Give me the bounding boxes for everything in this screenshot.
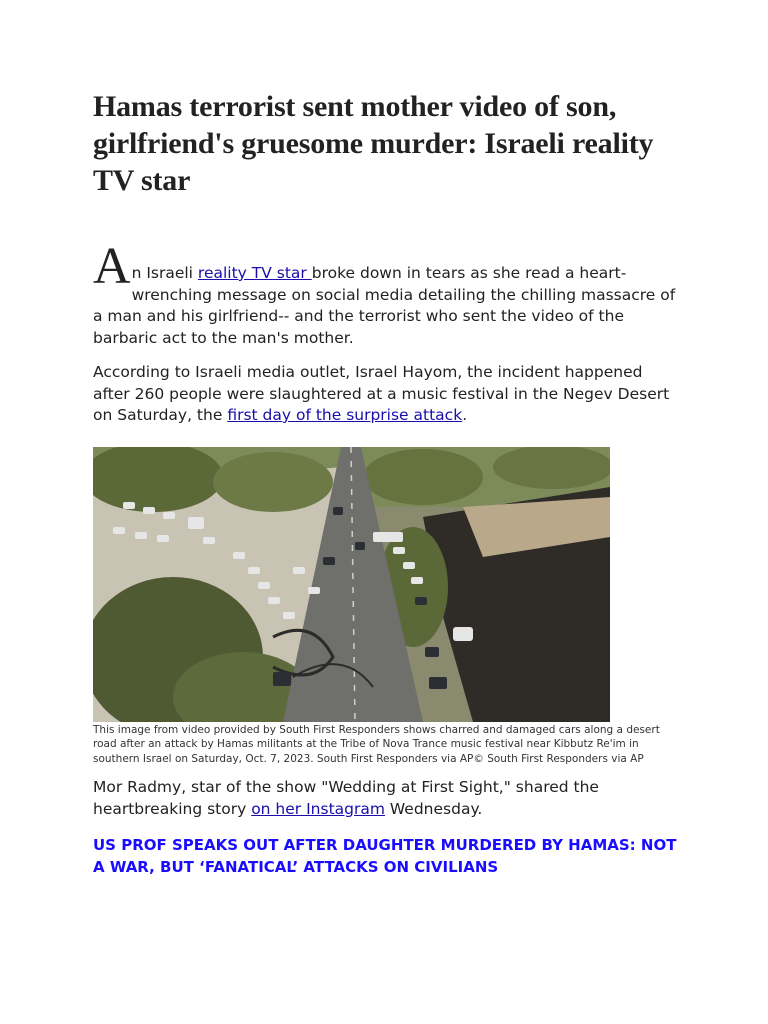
headline: Hamas terrorist sent mother video of son, girlfriend's gruesome murder: Israeli reality TV star xyxy=(93,90,654,197)
aerial-photo xyxy=(93,447,610,722)
lead-text-end: broke down in tears as she read a heart-wrenching message on social media detailing the chilling massacre of a man and his girlfriend-- and the terrorist who sent the video of the barbaric act to the man's mother. xyxy=(93,264,676,347)
lead-text xyxy=(93,238,678,349)
paragraph-2-end: . xyxy=(462,406,468,424)
instagram-link[interactable]: on her Instagram xyxy=(251,799,385,818)
paragraph-2 xyxy=(93,362,678,427)
drop-cap: A xyxy=(93,238,131,295)
related-article-link[interactable]: US PROF SPEAKS OUT AFTER DAUGHTER MURDERED BY HAMAS: NOT A WAR, BUT ‘FANATICAL’ ATTACKS ON CIVILIANS xyxy=(93,836,677,876)
lead-paragraph xyxy=(93,238,678,349)
article-figure xyxy=(93,447,660,767)
paragraph-2-text: According to Israeli media outlet, Israel Hayom, the incident happened after 260 people were slaughtered at a music festival in the Negev Desert on Saturday, the xyxy=(93,363,670,424)
paragraph-3 xyxy=(93,777,678,820)
reality-tv-star-link[interactable]: reality TV star xyxy=(197,264,312,282)
paragraph-3-text: Mor Radmy, star of the show "Wedding at First Sight," shared the heartbreaking story xyxy=(93,778,599,818)
first-day-attack-link[interactable]: first day of the surprise attack xyxy=(227,406,463,424)
figure-caption: This image from video provided by South First Responders shows charred and damaged cars along a desert road after an attack by Hamas militants at the Tribe of Nova Trance music festival near Kibbutz Re'im in southern Israel on Saturday, Oct. 7, 2023. South First Responders via AP© South First Responders via AP xyxy=(93,723,660,765)
article xyxy=(93,88,678,878)
paragraph-3-end: Wednesday. xyxy=(384,799,483,818)
lead-text-start: n Israeli xyxy=(131,264,198,282)
